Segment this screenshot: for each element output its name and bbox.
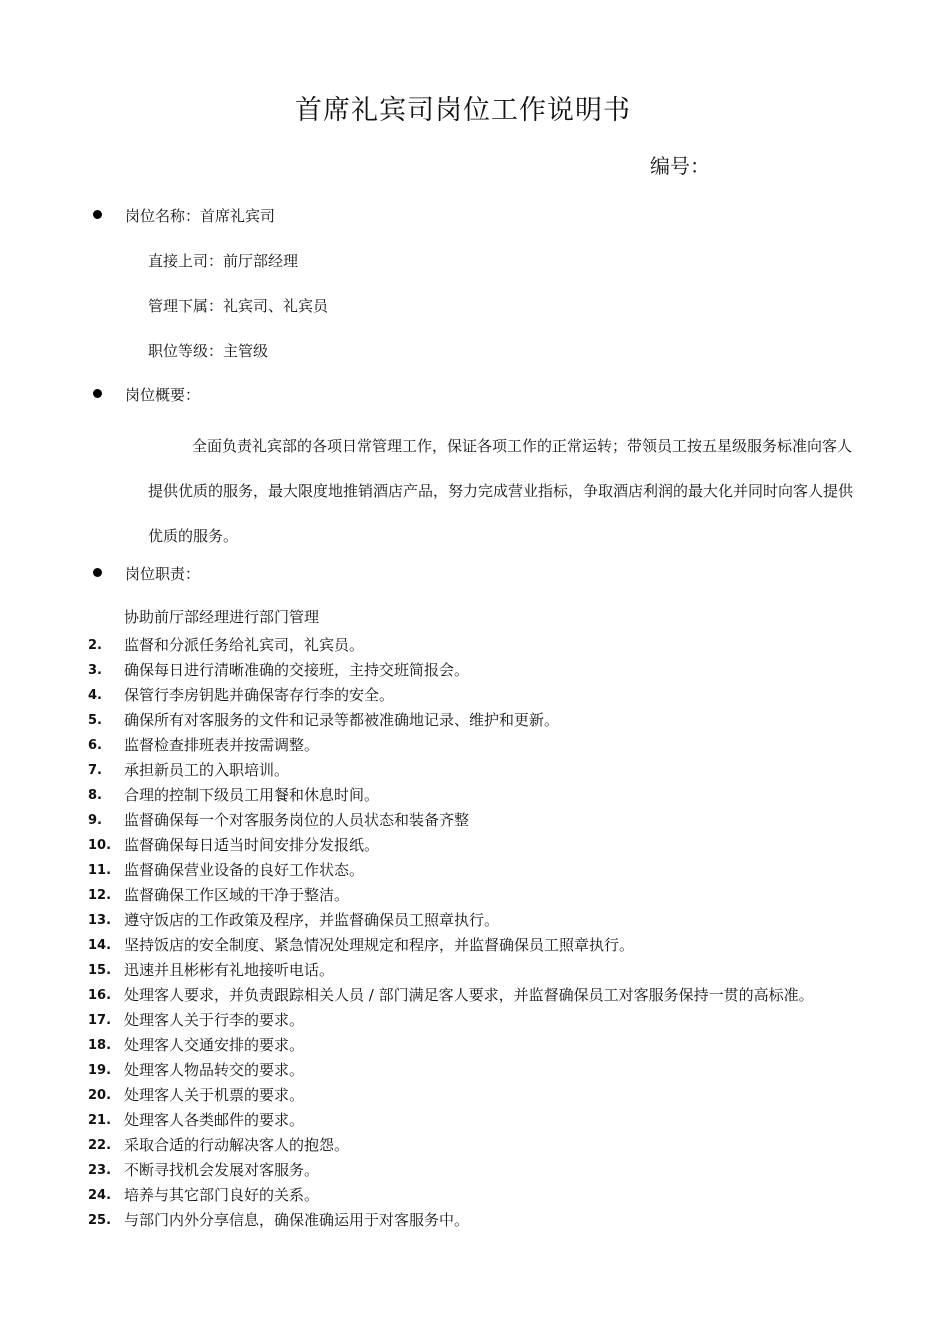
list-item xyxy=(0,858,950,883)
duty-text: 坚持饭店的安全制度、紧急情况处理规定和程序，并监督确保员工照章执行。 xyxy=(124,936,635,954)
list-item xyxy=(0,1108,950,1133)
duty-number: 24. xyxy=(88,1188,112,1203)
bullet-icon xyxy=(93,389,102,398)
duty-text: 监督确保工作区域的干净于整洁。 xyxy=(124,886,350,904)
list-item xyxy=(0,758,950,783)
duty-text: 承担新员工的入职培训。 xyxy=(124,761,290,779)
duty-number: 9. xyxy=(88,813,102,828)
duty-number: 19. xyxy=(88,1063,112,1078)
list-item xyxy=(0,708,950,733)
duty-intro: 协助前厅部经理进行部门管理 xyxy=(124,608,320,626)
duty-text: 监督和分派任务给礼宾司，礼宾员。 xyxy=(124,636,365,654)
summary-label: 岗位概要： xyxy=(125,386,201,404)
list-item xyxy=(0,733,950,758)
summary-paragraph: 全面负责礼宾部的各项日常管理工作，保证各项工作的正常运转；带领员工按五星级服务标准向客人提供优质的服务，最大限度地推销酒店产品，努力完成营业指标，争取酒店利润的最大化并同时向客人提供优质的服务。 xyxy=(148,437,854,545)
duty-number: 21. xyxy=(88,1113,112,1128)
duty-number: 16. xyxy=(88,988,112,1003)
subordinates: 管理下属：礼宾司、礼宾员 xyxy=(148,297,329,315)
duty-text: 合理的控制下级员工用餐和休息时间。 xyxy=(124,786,380,804)
list-item xyxy=(0,1158,950,1183)
duty-text: 处理客人关于机票的要求。 xyxy=(124,1086,305,1104)
duty-number: 2. xyxy=(88,638,102,653)
position-name-label: 岗位名称：首席礼宾司 xyxy=(125,207,276,225)
duty-text: 不断寻找机会发展对客服务。 xyxy=(124,1161,320,1179)
duty-text: 监督确保每日适当时间安排分发报纸。 xyxy=(124,836,380,854)
list-item xyxy=(0,658,950,683)
duty-number: 6. xyxy=(88,738,102,753)
list-item xyxy=(0,908,950,933)
duty-text: 采取合适的行动解决客人的抱怨。 xyxy=(124,1136,350,1154)
duty-text: 处理客人物品转交的要求。 xyxy=(124,1061,305,1079)
duty-number: 23. xyxy=(88,1163,112,1178)
duty-number: 12. xyxy=(88,888,112,903)
duty-number: 13. xyxy=(88,913,112,928)
list-item xyxy=(0,1008,950,1033)
list-item xyxy=(0,1183,950,1208)
duty-text: 处理客人关于行李的要求。 xyxy=(124,1011,305,1029)
list-item xyxy=(0,933,950,958)
duty-number: 25. xyxy=(88,1213,112,1228)
duty-number: 8. xyxy=(88,788,102,803)
duty-text: 迅速并且彬彬有礼地接听电话。 xyxy=(124,961,335,979)
duty-number: 15. xyxy=(88,963,112,978)
list-item xyxy=(0,783,950,808)
list-item xyxy=(0,683,950,708)
duty-text: 遵守饭店的工作政策及程序，并监督确保员工照章执行。 xyxy=(124,911,500,929)
list-item xyxy=(0,1033,950,1058)
duty-text: 监督检查排班表并按需调整。 xyxy=(124,736,320,754)
duty-text: 处理客人各类邮件的要求。 xyxy=(124,1111,305,1129)
duty-number: 18. xyxy=(88,1038,112,1053)
list-item xyxy=(0,1208,950,1233)
list-item xyxy=(0,808,950,833)
duty-text: 监督确保营业设备的良好工作状态。 xyxy=(124,861,365,879)
duty-number: 14. xyxy=(88,938,112,953)
duties-list xyxy=(0,633,950,1233)
duty-number: 17. xyxy=(88,1013,112,1028)
duty-number: 22. xyxy=(88,1138,112,1153)
duties-label: 岗位职责： xyxy=(125,565,201,583)
duty-number: 4. xyxy=(88,688,102,703)
duty-text: 与部门内外分享信息，确保准确运用于对客服务中。 xyxy=(124,1211,470,1229)
duty-number: 10. xyxy=(88,838,112,853)
duty-text: 确保每日进行清晰准确的交接班，主持交班简报会。 xyxy=(124,661,470,679)
list-item xyxy=(0,1133,950,1158)
duty-text: 监督确保每一个对客服务岗位的人员状态和装备齐整 xyxy=(124,811,470,829)
duty-number: 20. xyxy=(88,1088,112,1103)
list-item xyxy=(0,833,950,858)
direct-supervisor: 直接上司：前厅部经理 xyxy=(148,252,299,270)
list-item xyxy=(0,983,950,1008)
list-item xyxy=(0,1058,950,1083)
bullet-icon xyxy=(93,568,102,577)
duty-text: 确保所有对客服务的文件和记录等都被准确地记录、维护和更新。 xyxy=(124,711,560,729)
list-item xyxy=(0,883,950,908)
duty-text: 处理客人交通安排的要求。 xyxy=(124,1036,305,1054)
document-number-label: 编号： xyxy=(650,154,710,178)
duty-text: 保管行李房钥匙并确保寄存行李的安全。 xyxy=(124,686,395,704)
position-level: 职位等级：主管级 xyxy=(148,342,269,360)
document-title: 首席礼宾司岗位工作说明书 xyxy=(295,95,631,126)
duty-number: 5. xyxy=(88,713,102,728)
list-item xyxy=(0,633,950,658)
list-item xyxy=(0,1083,950,1108)
duty-number: 11. xyxy=(88,863,112,878)
duty-text: 培养与其它部门良好的关系。 xyxy=(124,1186,320,1204)
list-item xyxy=(0,958,950,983)
duty-text: 处理客人要求，并负责跟踪相关人员 / 部门满足客人要求，并监督确保员工对客服务保持一贯的高标准。 xyxy=(124,986,814,1004)
bullet-icon xyxy=(93,210,102,219)
duty-number: 3. xyxy=(88,663,102,678)
duty-number: 7. xyxy=(88,763,102,778)
